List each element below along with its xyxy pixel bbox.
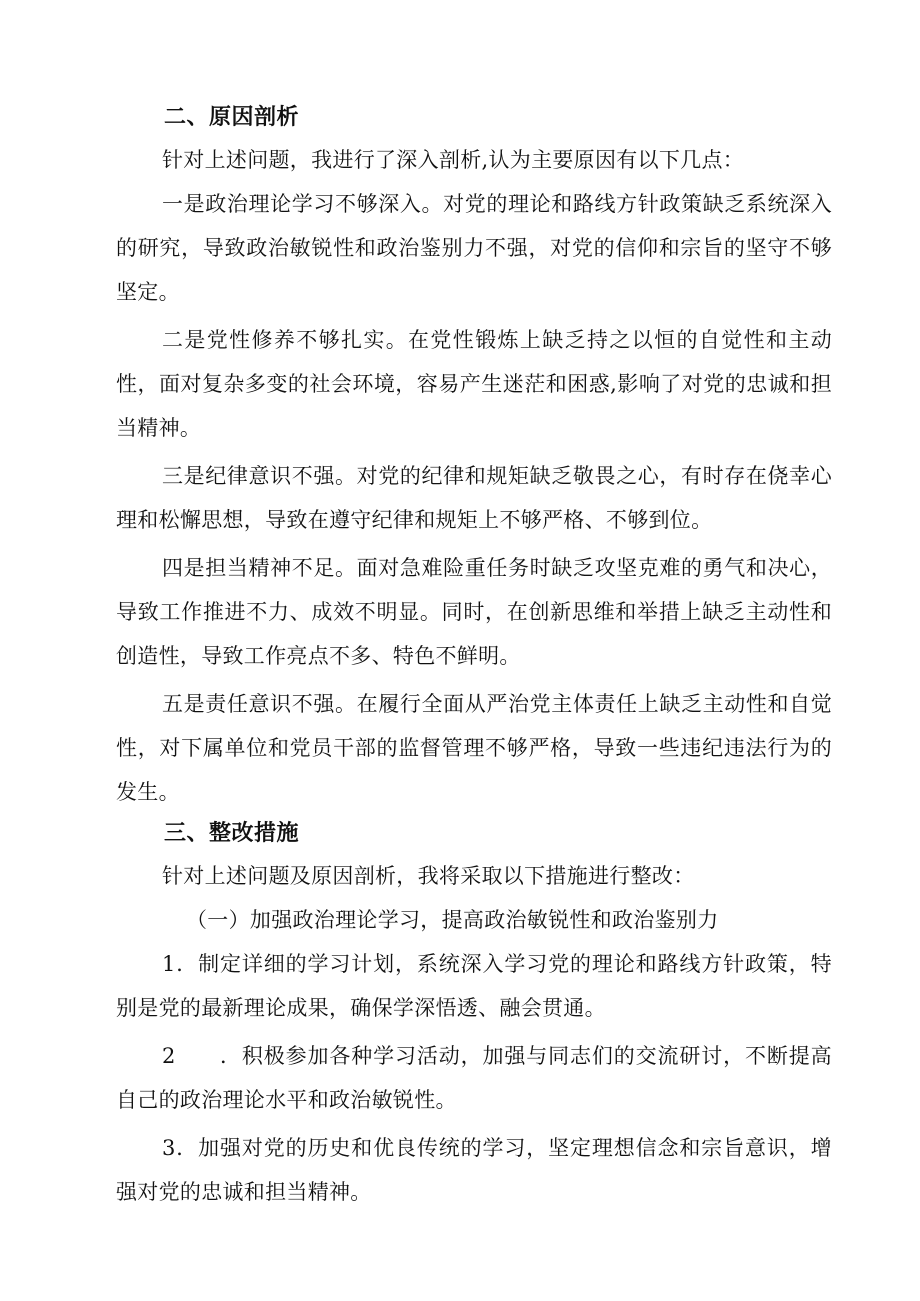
section-heading-rectification: 三、整改措施 [164, 821, 300, 846]
cause-point-4: 四是担当精神不足。面对急难险重任务时缺乏攻坚克难的勇气和决心，导致工作推进不力、成效不明显。同时，在创新思维和举措上缺乏主动性和创造性，导致工作亮点不多、特色不鲜明。 [116, 556, 832, 668]
cause-point-3: 三是纪律意识不强。对党的纪律和规矩缺乏敬畏之心，有时存在侥幸心理和松懈思想，导致在遵守纪律和规矩上不够严格、不够到位。 [116, 464, 832, 532]
rectification-intro: 针对上述问题及原因剖析，我将采取以下措施进行整改： [162, 864, 695, 888]
cause-analysis-intro: 针对上述问题，我进行了深入剖析,认为主要原因有以下几点： [162, 148, 745, 172]
cause-point-1: 一是政治理论学习不够深入。对党的理论和路线方针政策缺乏系统深入的研究，导致政治敏锐性和政治鉴别力不强，对党的信仰和宗旨的坚守不够坚定。 [116, 192, 832, 304]
document-body [116, 98, 832, 1214]
measure-item-1: 1．制定详细的学习计划，系统深入学习党的理论和路线方针政策，特别是党的最新理论成果，确保学深悟透、融会贯通。 [116, 952, 832, 1020]
section-heading-cause-analysis: 二、原因剖析 [164, 105, 300, 130]
rectification-subheading-1: （一）加强政治理论学习，提高政治敏锐性和政治鉴别力 [186, 908, 719, 932]
cause-point-5: 五是责任意识不强。在履行全面从严治党主体责任上缺乏主动性和自觉性，对下属单位和党员干部的监督管理不够严格，导致一些违纪违法行为的发生。 [116, 692, 832, 804]
measure-item-3: 3．加强对党的历史和优良传统的学习，坚定理想信念和宗旨意识，增强对党的忠诚和担当精神。 [116, 1136, 832, 1204]
measure-item-2: 2 ．积极参加各种学习活动，加强与同志们的交流研讨，不断提高自己的政治理论水平和政治敏锐性。 [116, 1044, 832, 1112]
cause-point-2: 二是党性修养不够扎实。在党性锻炼上缺乏持之以恒的自觉性和主动性，面对复杂多变的社会环境，容易产生迷茫和困惑,影响了对党的忠诚和担当精神。 [116, 328, 832, 440]
